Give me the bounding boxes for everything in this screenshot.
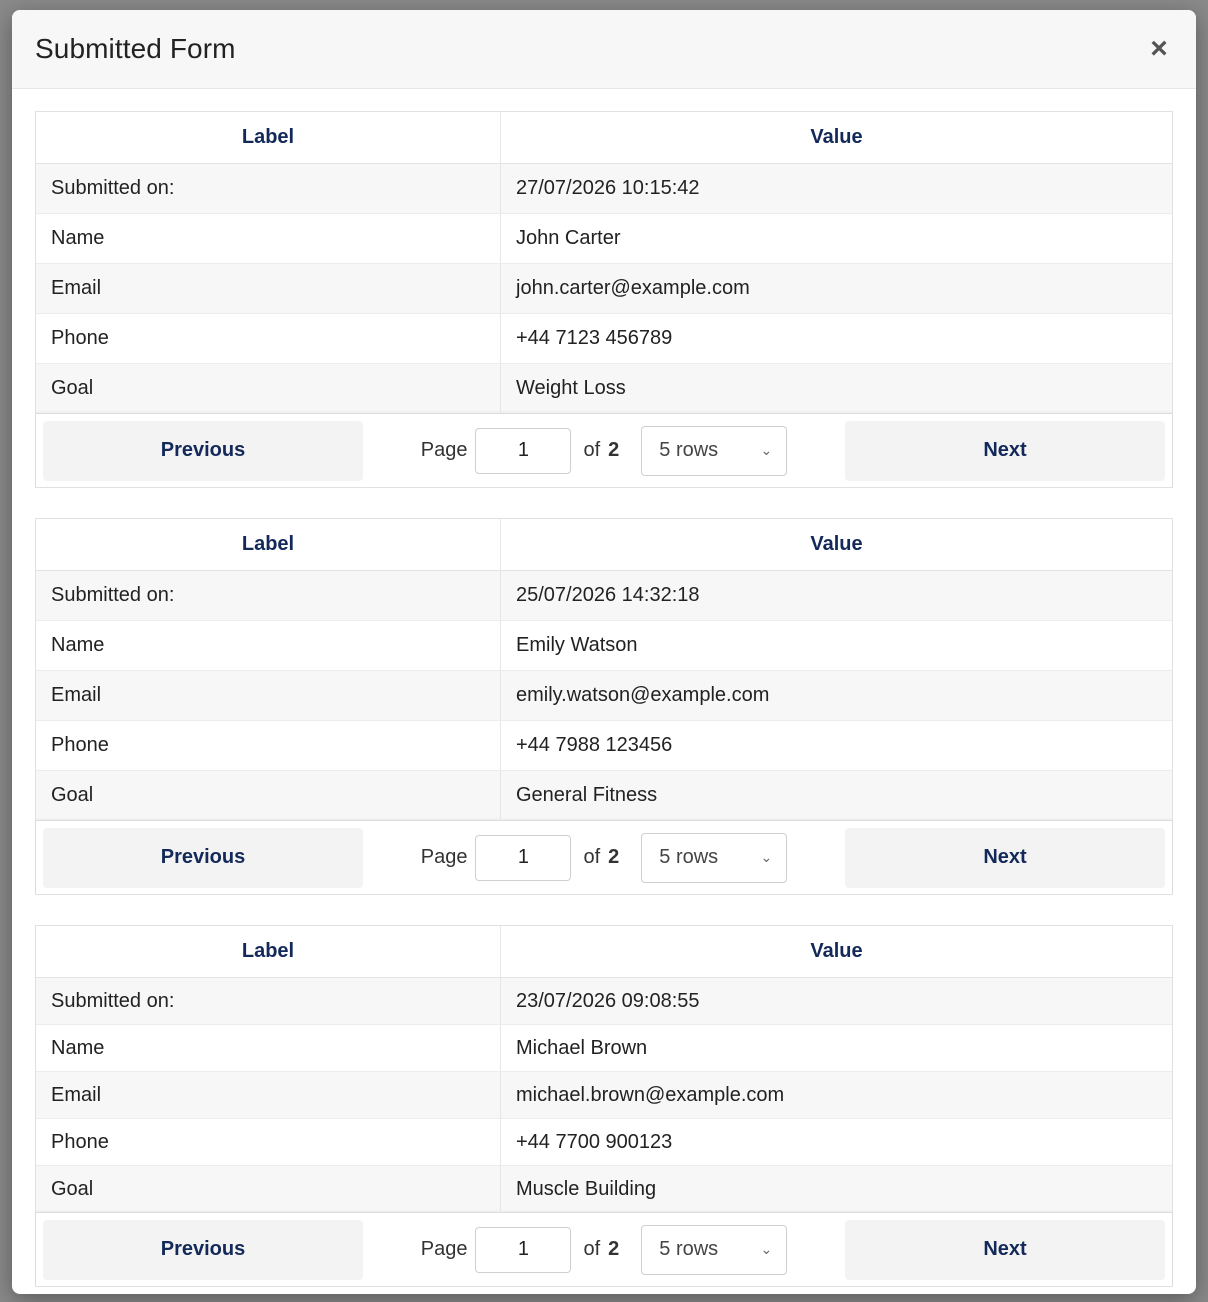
row-value: +44 7700 900123 [516,1130,673,1153]
row-value: General Fitness [516,784,658,806]
next-button[interactable]: Next [845,828,1165,888]
row-value: +44 7123 456789 [516,327,673,349]
row-value: john.carter@example.com [516,277,750,299]
previous-button[interactable]: Previous [43,1220,363,1280]
row-value: 23/07/2026 09:08:55 [516,989,700,1012]
table-header-row [36,926,1172,978]
rows-per-page-select[interactable] [641,1225,787,1275]
column-header-label[interactable]: Label [36,926,501,977]
column-header-label[interactable]: Label [36,112,501,163]
row-label: Email [36,264,501,313]
row-label: Submitted on: [36,571,501,620]
submission-table [35,111,1173,488]
table-row [36,1072,1172,1119]
row-label: Phone [36,721,501,770]
table-row [36,264,1172,314]
page-controls [421,1225,788,1275]
page-number-input[interactable] [475,835,571,881]
row-value: Weight Loss [516,377,626,399]
chevron-down-icon: ⌄ [760,849,773,865]
table-row [36,978,1172,1025]
submitted-form-modal [12,10,1196,1294]
table-row [36,214,1172,264]
row-value: Muscle Building [516,1177,657,1200]
row-label: Phone [36,314,501,363]
submission-table [35,925,1173,1287]
chevron-down-icon: ⌄ [760,1241,773,1257]
of-label: of [583,1238,601,1260]
chevron-down-icon: ⌄ [760,442,773,458]
table-header-row [36,112,1172,164]
row-value: John Carter [516,227,621,249]
row-label: Goal [36,364,501,413]
column-header-label[interactable]: Label [36,519,501,570]
row-value: emily.watson@example.com [516,684,770,706]
rows-per-page-select[interactable] [641,833,787,883]
previous-button[interactable]: Previous [43,828,363,888]
table-row [36,1025,1172,1072]
of-label: of [583,439,601,461]
total-pages: 2 [608,846,620,868]
row-label: Phone [36,1119,501,1165]
table-row [36,164,1172,214]
column-header-value[interactable]: Value [810,126,863,148]
table-row [36,1119,1172,1166]
page-controls [421,426,788,476]
total-pages: 2 [608,439,620,461]
total-pages: 2 [608,1238,620,1260]
row-label: Goal [36,771,501,820]
column-header-value[interactable]: Value [810,940,863,962]
table-row [36,721,1172,771]
page-number-input[interactable] [475,1227,571,1273]
pagination-bar [36,820,1172,894]
rows-per-page-value: 5 rows [659,439,719,461]
next-button[interactable]: Next [845,421,1165,481]
row-value: michael.brown@example.com [516,1083,785,1106]
column-header-value[interactable]: Value [810,533,863,555]
row-label: Submitted on: [36,164,501,213]
row-label: Goal [36,1166,501,1212]
row-label: Submitted on: [36,978,501,1024]
close-icon[interactable]: × [1150,32,1168,65]
row-value: 27/07/2026 10:15:42 [516,177,700,199]
previous-button[interactable]: Previous [43,421,363,481]
of-label: of [583,846,601,868]
pagination-bar [36,1212,1172,1286]
page-label: Page [420,1238,468,1260]
table-row [36,1166,1172,1212]
row-value: Emily Watson [516,634,638,656]
rows-per-page-value: 5 rows [659,846,719,868]
table-header-row [36,519,1172,571]
table-row [36,571,1172,621]
table-row [36,771,1172,820]
next-button[interactable]: Next [845,1220,1165,1280]
row-value: 25/07/2026 14:32:18 [516,584,700,606]
row-label: Name [36,214,501,263]
page-number-input[interactable] [475,428,571,474]
row-label: Email [36,671,501,720]
modal-body [12,89,1196,1287]
row-value: Michael Brown [516,1036,648,1059]
table-row [36,314,1172,364]
table-row [36,671,1172,721]
modal-title: Submitted Form [35,33,236,64]
row-value: +44 7988 123456 [516,734,673,756]
modal-header [12,10,1196,89]
rows-per-page-value: 5 rows [659,1238,719,1260]
submission-table [35,518,1173,895]
table-row [36,364,1172,413]
page-label: Page [420,439,468,461]
row-label: Name [36,1025,501,1071]
row-label: Email [36,1072,501,1118]
pagination-bar [36,413,1172,487]
table-row [36,621,1172,671]
page-label: Page [420,846,468,868]
rows-per-page-select[interactable] [641,426,787,476]
page-controls [421,833,788,883]
row-label: Name [36,621,501,670]
